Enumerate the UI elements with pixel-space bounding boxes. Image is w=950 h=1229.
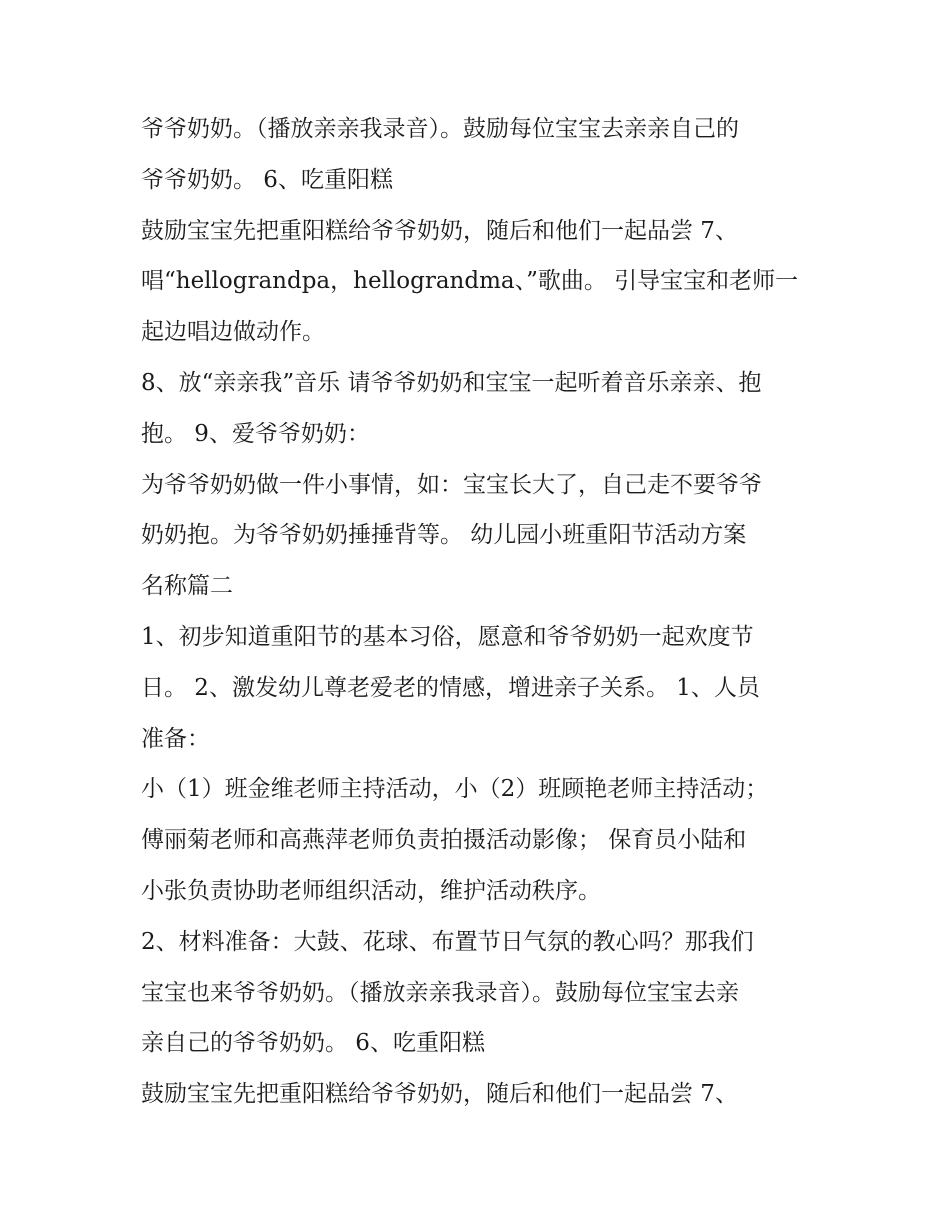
text-line: 8、放“亲亲我”音乐 请爷爷奶奶和宝宝一起听着音乐亲亲、抱 xyxy=(141,369,762,396)
text-line: 准备： xyxy=(141,725,210,752)
text-line: 2、材料准备：大鼓、花球、布置节日气氛的教心吗？那我们 xyxy=(141,928,754,955)
text-line: 起边唱边做动作。 xyxy=(141,319,325,346)
text-line: 鼓励宝宝先把重阳糕给爷爷奶奶，随后和他们一起品尝 7、 xyxy=(141,1081,738,1108)
text-line: 奶奶抱。为爷爷奶奶捶捶背等。 幼儿园小班重阳节活动方案 xyxy=(141,522,747,549)
text-line: 爷爷奶奶。（播放亲亲我录音）。鼓励每位宝宝去亲亲自己的 xyxy=(141,116,739,142)
text-line: 鼓励宝宝先把重阳糕给爷爷奶奶，随后和他们一起品尝 7、 xyxy=(141,217,738,244)
text-line: 宝宝也来爷爷奶奶。（播放亲亲我录音）。鼓励每位宝宝去亲 xyxy=(141,979,739,1006)
text-line: 小（1）班金维老师主持活动，小（2）班顾艳老师主持活动； xyxy=(141,776,769,803)
text-line: 为爷爷奶奶做一件小事情，如：宝宝长大了，自己走不要爷爷 xyxy=(141,471,762,498)
text-line: 唱“hellograndpa，hellograndma、”歌曲。 引导宝宝和老师一 xyxy=(141,268,799,295)
text-line: 爷爷奶奶。 6、吃重阳糕 xyxy=(141,166,393,193)
text-line: 亲自己的爷爷奶奶。 6、吃重阳糕 xyxy=(141,1030,485,1057)
text-line: 抱。 9、爱爷爷奶奶： xyxy=(141,420,370,447)
text-line: 1、初步知道重阳节的基本习俗，愿意和爷爷奶奶一起欢度节 xyxy=(141,623,754,650)
text-line: 小张负责协助老师组织活动，维护活动秩序。 xyxy=(141,877,601,904)
text-line: 名称篇二 xyxy=(141,573,233,600)
document-body xyxy=(141,104,831,1120)
text-line: 日。 2、激发幼儿尊老爱老的情感，增进亲子关系。 1、人员 xyxy=(141,674,760,701)
text-line: 傅丽菊老师和高燕萍老师负责拍摄活动影像； 保育员小陆和 xyxy=(141,827,747,854)
